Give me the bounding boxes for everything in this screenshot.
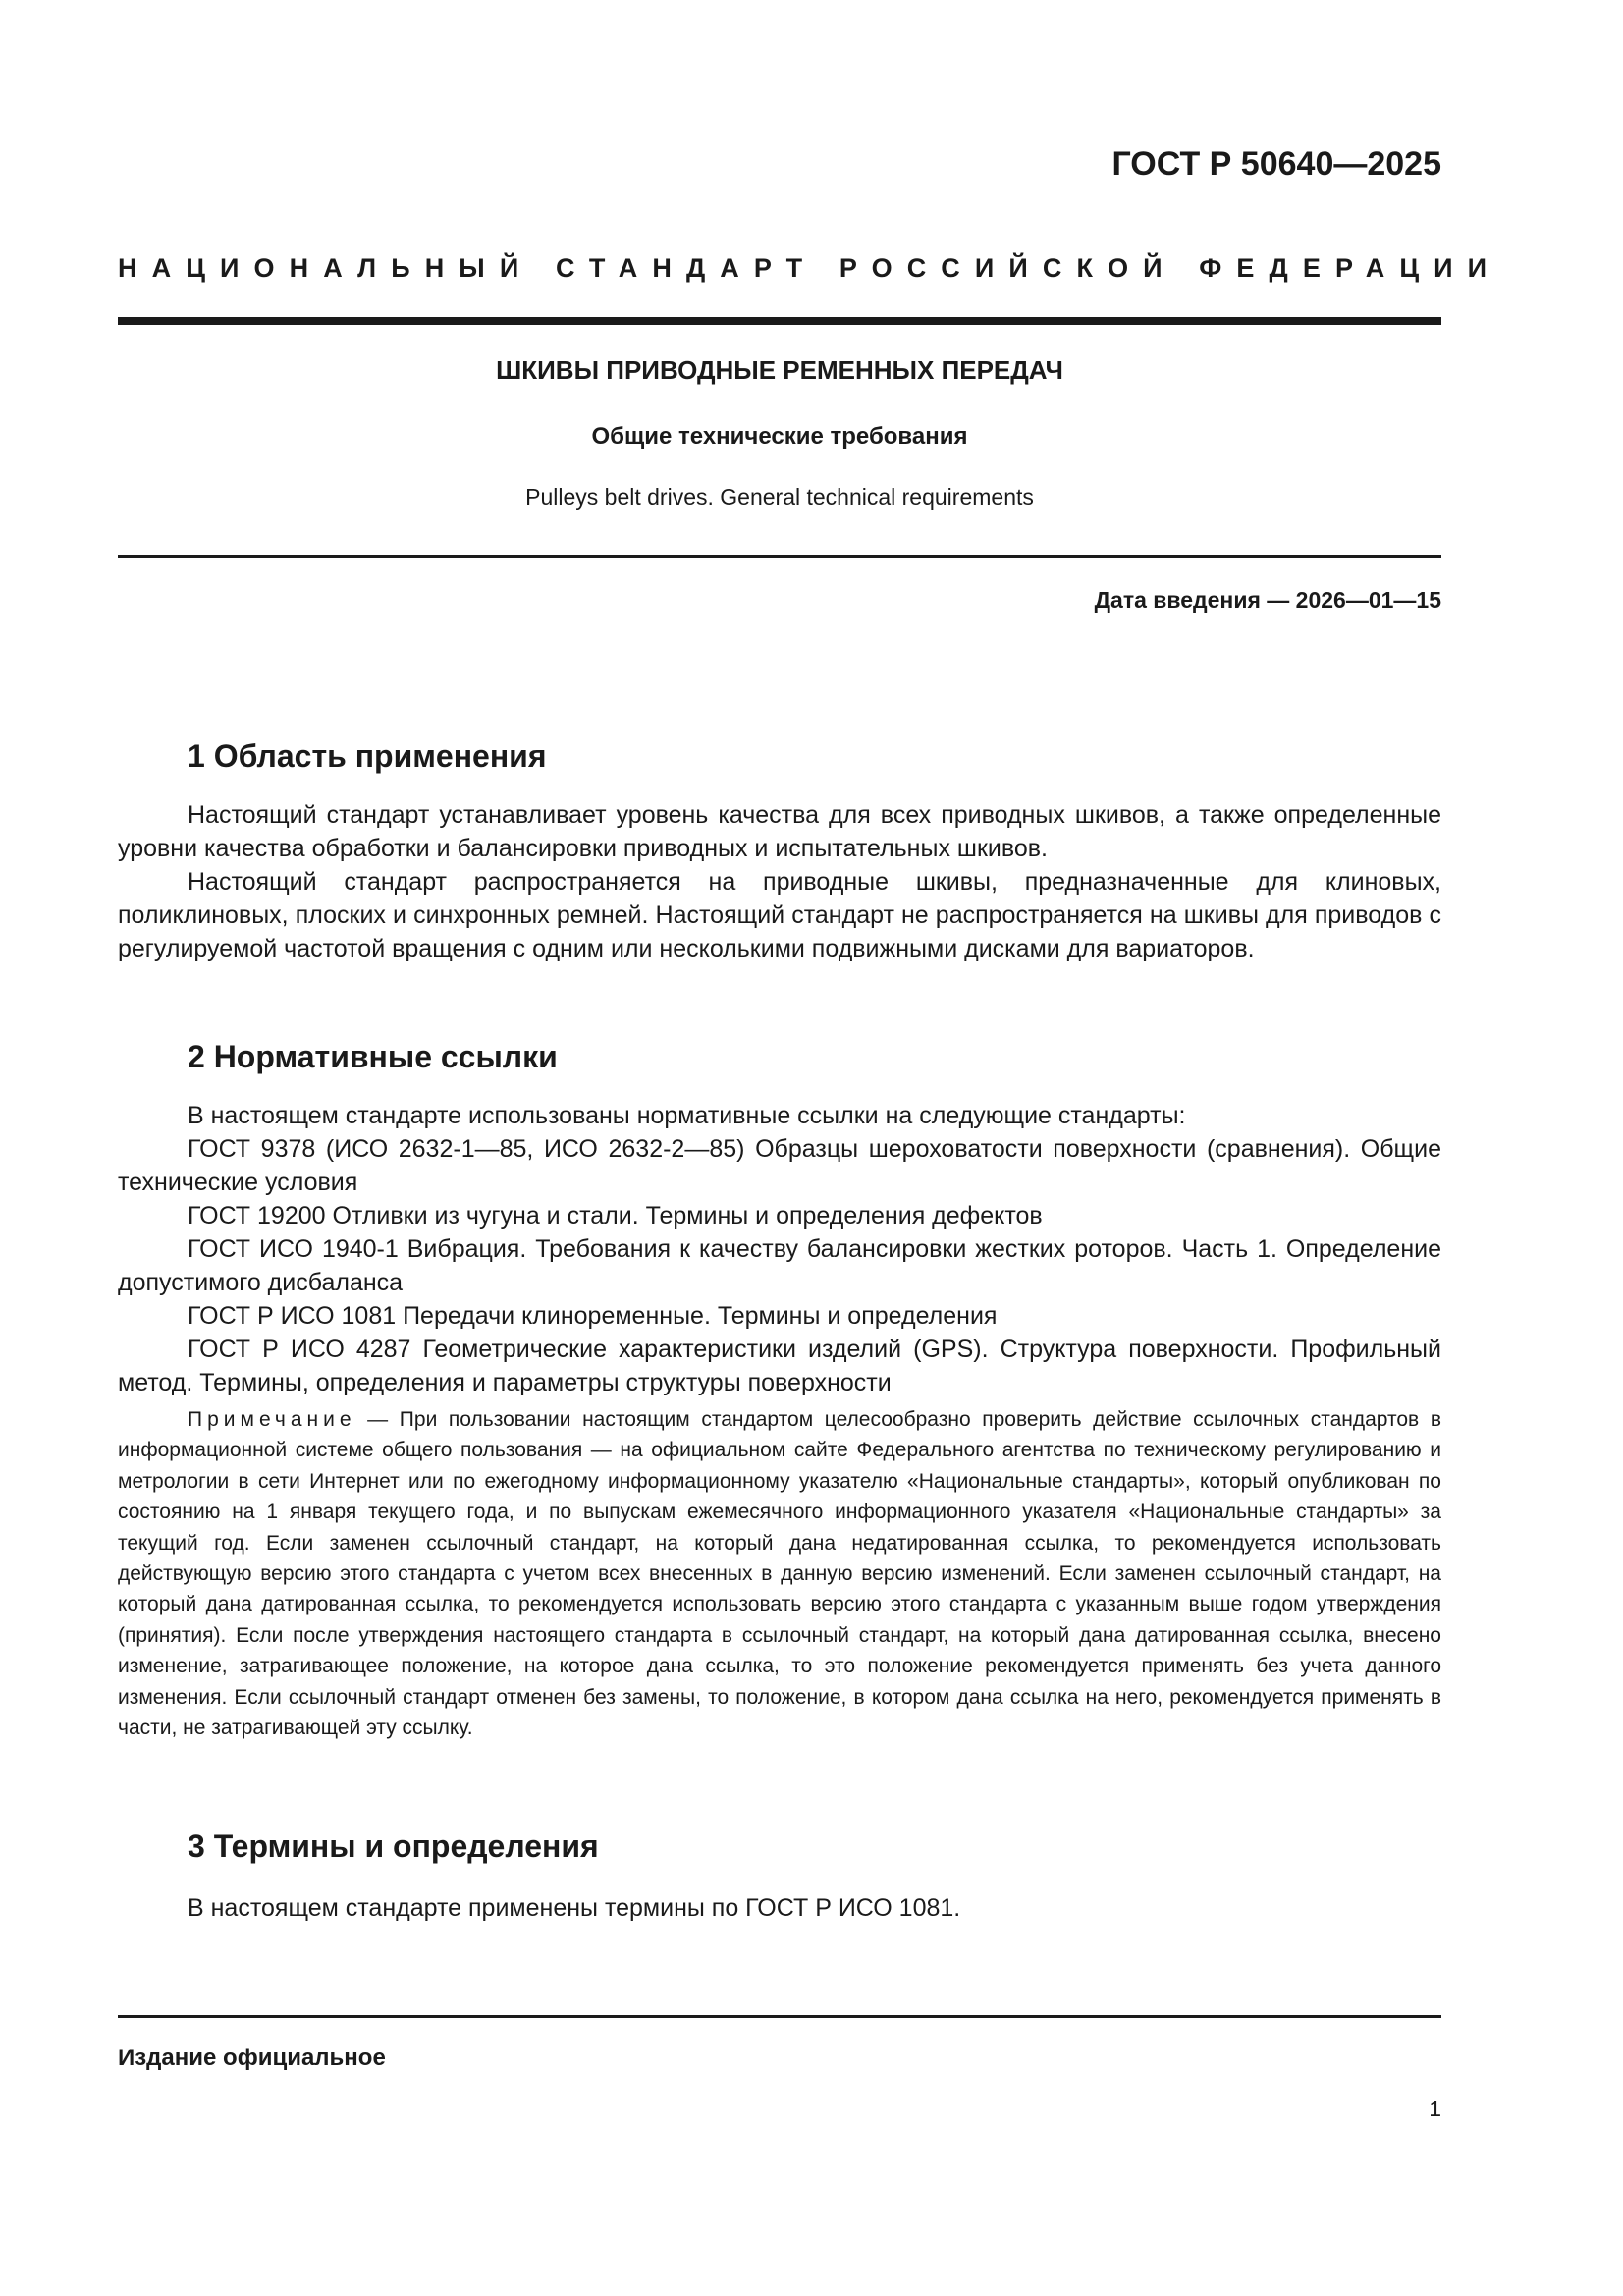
section-heading-terms: 3 Термины и определения [188, 1829, 599, 1864]
note-text: — При пользовании настоящим стандартом целесообразно проверить действие ссылочных стандартов в информационной системе общего пользования — на официальном сайте Федерального агентства по техническому регулированию и метрологии в сети Интернет или по ежегодному информационному указателю «Национальные стандарты», который опубликован по состоянию на 1 января текущего года, и по выпускам ежемесячного информационного указателя «Национальные стандарты» за текущий год. Если заменен ссылочный стандарт, на который дана недатированная ссылка, то рекомендуется использовать действующую версию этого стандарта с учетом всех внесенных в данную версию изменений. Если заменен ссылочный стандарт, на который дана датированная ссылка, то рекомендуется использовать версию этого стандарта с указанным выше годом утверждения (принятия). Если после утверждения настоящего стандарта в ссылочный стандарт, на который дана датированная ссылка, внесено изменение, затрагивающее положение, на которое дана ссылка, то это положение рекомендуется применять без учета данного изменения. Если ссылочный стандарт отменен без замены, то положение, в котором дана ссылка на него, рекомендуется применять в части, не затрагивающей эту ссылку. [118, 1408, 1441, 1740]
national-standard-banner: НАЦИОНАЛЬНЫЙ СТАНДАРТ РОССИЙСКОЙ ФЕДЕРАЦИИ [118, 253, 1502, 283]
section-body-normative-references [118, 1099, 1441, 1399]
note-label: Примечание [188, 1408, 356, 1431]
reference-item: ГОСТ ИСО 1940-1 Вибрация. Требования к качеству балансировки жестких роторов. Часть 1. Определение допустимого дисбаланса [118, 1235, 1441, 1296]
title-rule [118, 555, 1441, 558]
paragraph: В настоящем стандарте использованы нормативные ссылки на следующие стандарты: [188, 1102, 1186, 1129]
official-edition-label: Издание официальное [118, 2045, 386, 2071]
section-body-scope [118, 798, 1441, 965]
reference-item: ГОСТ Р ИСО 1081 Передачи клиноременные. Термины и определения [188, 1302, 998, 1330]
section-heading-normative-references: 2 Нормативные ссылки [188, 1039, 558, 1074]
standard-number: ГОСТ Р 50640—2025 [1111, 145, 1441, 183]
document-page [118, 0, 1502, 2296]
page-number: 1 [1429, 2096, 1441, 2121]
footer-rule [118, 2015, 1441, 2018]
document-title-english: Pulleys belt drives. General technical requirements [525, 484, 1034, 510]
references-note [118, 1404, 1441, 1743]
header-thick-rule [118, 317, 1441, 325]
section-heading-scope: 1 Область применения [188, 738, 547, 774]
reference-item: ГОСТ Р ИСО 4287 Геометрические характеристики изделий (GPS). Структура поверхности. Профильный метод. Термины, определения и параметры структуры поверхности [118, 1336, 1441, 1396]
reference-item: ГОСТ 9378 (ИСО 2632-1—85, ИСО 2632-2—85) Образцы шероховатости поверхности (сравнения). Общие технические условия [118, 1135, 1441, 1196]
introduction-date: Дата введения — 2026—01—15 [1094, 587, 1441, 613]
document-subtitle: Общие технические требования [591, 423, 968, 450]
paragraph: В настоящем стандарте применены термины по ГОСТ Р ИСО 1081. [188, 1894, 961, 1922]
paragraph: Настоящий стандарт распространяется на приводные шкивы, предназначенные для клиновых, поликлиновых, плоских и синхронных ремней. Настоящий стандарт не распространяется на шкивы для приводов с регулируемой частотой вращения с одним или несколькими подвижными дисками для вариаторов. [118, 868, 1441, 962]
reference-item: ГОСТ 19200 Отливки из чугуна и стали. Термины и определения дефектов [188, 1202, 1043, 1230]
section-body-terms [118, 1891, 1441, 1925]
document-title: ШКИВЫ ПРИВОДНЫЕ РЕМЕННЫХ ПЕРЕДАЧ [496, 355, 1063, 385]
paragraph: Настоящий стандарт устанавливает уровень качества для всех приводных шкивов, а также определенные уровни качества обработки и балансировки приводных и испытательных шкивов. [118, 801, 1441, 862]
